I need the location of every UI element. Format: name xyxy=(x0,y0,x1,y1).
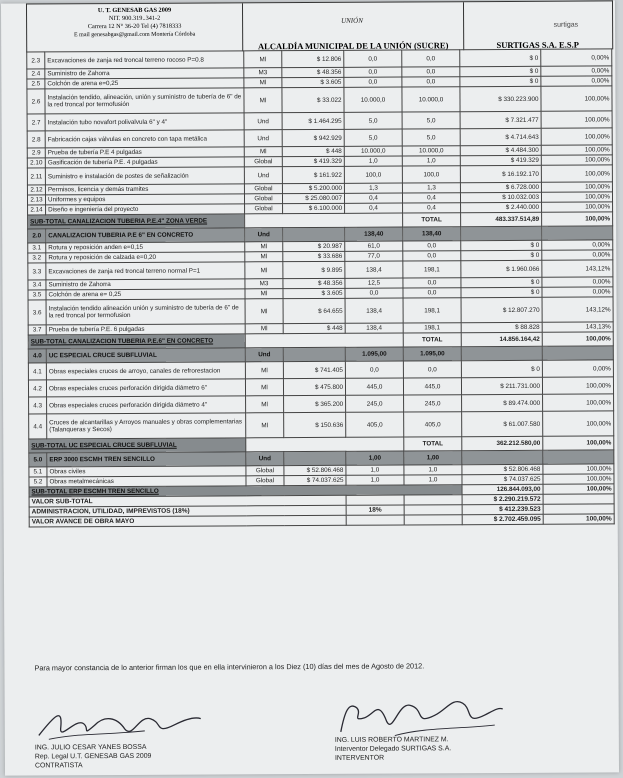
item-percent: 100,00% xyxy=(542,377,613,394)
item-quantity-contracted: 0,0 xyxy=(344,50,402,67)
subtotal-blank xyxy=(245,213,403,228)
alcaldia-header xyxy=(243,2,464,51)
item-description: Rotura y reposición anden e=0,15 xyxy=(46,242,245,253)
item-unit: Ml xyxy=(245,379,283,396)
section-blank xyxy=(543,450,614,464)
item-total: $ 2.440.000 xyxy=(461,202,542,212)
item-total: $ 330.223.900 xyxy=(460,86,541,111)
item-quantity-contracted: 0,0 xyxy=(345,288,403,298)
item-percent: 143,13% xyxy=(542,322,613,332)
item-unit: Global xyxy=(246,476,284,486)
item-quantity-executed: 245,0 xyxy=(404,395,462,412)
section-number: 4.0 xyxy=(28,349,46,363)
item-unit: Ml xyxy=(245,252,283,262)
item-percent: 143,12% xyxy=(542,297,613,322)
item-total: $ 0 xyxy=(461,240,542,250)
surtigas-logo: surtigas xyxy=(553,21,579,29)
item-quantity-contracted: 1,0 xyxy=(344,156,402,166)
subtotal-blank xyxy=(246,437,404,452)
subtotal-label: SUB-TOTAL CANALIZACION TUBERIA P.E.6" EN CONCRETO xyxy=(28,334,245,349)
interventor-role: Interventor Delegado SURTIGAS S.A. xyxy=(334,745,452,753)
item-number: 2.7 xyxy=(27,114,45,131)
item-description: Rotura y reposición de calzada e=0,20 xyxy=(46,252,245,263)
item-description: Obras especiales cruces perforación dirigida diámetro 6" xyxy=(46,379,245,397)
subtotal-value: 483.337.514,89 xyxy=(461,212,542,226)
item-quantity-contracted: 77,0 xyxy=(345,251,403,261)
item-number: 3.4 xyxy=(28,280,46,290)
interventor-title: INTERVENTOR xyxy=(334,754,385,762)
item-percent: 100,00% xyxy=(543,394,614,411)
budget-table xyxy=(26,48,614,527)
avance-value: $ 2.702.459.095 xyxy=(462,514,543,524)
section-title: UC ESPECIAL CRUCE SUBFLUVIAL xyxy=(46,348,245,363)
table-row xyxy=(28,297,613,325)
section-unit: Und xyxy=(245,348,283,362)
item-number: 2.5 xyxy=(27,79,45,89)
item-quantity-contracted: 10.000,0 xyxy=(344,146,402,156)
section-blank xyxy=(461,346,542,360)
company-name: U. T. GENESAB GAS 2009 xyxy=(97,6,172,15)
item-quantity-contracted: 1,3 xyxy=(344,183,402,193)
item-percent: 0,00% xyxy=(541,66,612,76)
item-total: $ 89.474.000 xyxy=(462,394,543,411)
item-quantity-contracted: 1,0 xyxy=(346,475,404,485)
item-total: $ 16.192.170 xyxy=(460,165,541,182)
item-unit: Ml xyxy=(244,51,282,68)
company-email: E mail genesabgas@gmail.com Montería Córdoba xyxy=(73,31,196,39)
item-percent: 0,00% xyxy=(541,76,612,86)
item-total: $ 4.484.300 xyxy=(460,145,541,155)
avance-label: VALOR AVANCE DE OBRA MAYO xyxy=(29,515,346,527)
item-unit: M3 xyxy=(244,68,282,78)
item-quantity-executed: 1,0 xyxy=(402,156,460,166)
alcaldia-title: ALCALDÍA MUNICIPAL DE LA UNIÓN (SUCRE) xyxy=(257,40,449,52)
item-percent: 100,00% xyxy=(541,182,612,192)
item-quantity-executed: 405,0 xyxy=(404,412,462,437)
item-quantity-contracted: 0,0 xyxy=(344,77,402,87)
item-number: 2.6 xyxy=(27,89,45,114)
item-total: $ 0 xyxy=(460,66,541,76)
subtotal-percent: 100,00% xyxy=(542,332,613,346)
closing-statement: Para mayor constancia de lo anterior firman los que en ella intervinieron a los Diez (10) días del mes de Agosto de 2012. xyxy=(34,661,425,673)
item-quantity-contracted: 0,0 xyxy=(344,67,402,77)
item-description: Excavaciones de zanja red troncal terreno normal P=1 xyxy=(46,262,245,280)
item-quantity-executed: 0,0 xyxy=(402,77,460,87)
avance-row xyxy=(29,514,614,527)
item-quantity-executed: 0,4 xyxy=(402,193,460,203)
item-unit: Ml xyxy=(245,324,283,334)
item-description: Colchón de arena e= 0,25 xyxy=(46,289,245,300)
item-quantity-executed: 445,0 xyxy=(403,378,461,395)
item-unit-value: $ 365.200 xyxy=(284,395,346,412)
item-total: $ 211.731.000 xyxy=(461,377,542,394)
item-quantity-executed: 1,3 xyxy=(402,183,460,193)
section-quantity-executed: 1,00 xyxy=(404,451,462,465)
contractor-signature xyxy=(35,705,205,746)
item-total: $ 419.329 xyxy=(460,155,541,165)
subtotal-label: SUB-TOTAL ERP ESCMH TREN SENCILLO xyxy=(29,485,462,497)
item-description: Fabricación cajas válvulas en concreto con tapa metálica xyxy=(45,130,244,148)
item-description: Cruces de alcantarillas y Arroyos manuales y obras complementarias (Talanqueras y Secos) xyxy=(47,413,246,439)
subtotal-blank xyxy=(245,333,403,348)
item-quantity-executed: 0,0 xyxy=(402,67,460,77)
item-total: $ 6.728.000 xyxy=(460,182,541,192)
item-percent: 0,00% xyxy=(542,277,613,287)
valor-subtotal-percent-cell xyxy=(346,495,404,505)
section-unit: Und xyxy=(246,452,284,466)
interventor-signature-block xyxy=(335,735,451,763)
section-number: 2.0 xyxy=(28,229,46,243)
item-total: $ 0 xyxy=(461,250,542,260)
item-quantity-executed: 0,4 xyxy=(403,203,461,213)
subtotal-label: SUB-TOTAL UC ESPECIAL CRUCE SUBFLUVIAL xyxy=(29,438,246,453)
item-unit-value: $ 448 xyxy=(283,323,345,333)
item-unit: Ml xyxy=(245,262,283,279)
item-quantity-executed: 0,0 xyxy=(403,288,461,298)
contractor-title: CONTRATISTA xyxy=(34,762,83,770)
item-number: 5.2 xyxy=(29,477,47,487)
item-unit-value: $ 33.686 xyxy=(283,251,345,261)
item-percent: 100,00% xyxy=(541,155,612,165)
item-unit: M3 xyxy=(245,279,283,289)
item-number: 5.1 xyxy=(29,467,47,477)
item-description: Obras metalmecánicas xyxy=(47,476,246,487)
subtotal-value: 14.856.164,42 xyxy=(461,332,542,346)
section-quantity-contracted: 1,00 xyxy=(346,451,404,465)
subtotal-total-label: TOTAL xyxy=(404,437,462,451)
section-quantity-contracted: 138,40 xyxy=(345,227,403,241)
item-total: $ 0 xyxy=(461,360,542,377)
item-quantity-contracted: 100,0 xyxy=(344,166,402,183)
item-quantity-executed: 100,0 xyxy=(402,166,460,183)
item-quantity-contracted: 5,0 xyxy=(344,129,402,146)
valor-subtotal-blank xyxy=(404,495,462,505)
item-unit: Und xyxy=(244,167,282,184)
item-unit-value: $ 3.605 xyxy=(283,288,345,298)
item-description: Colchón de arena e=0,25 xyxy=(45,78,244,89)
section-quantity-contracted: 1.095,00 xyxy=(345,347,403,361)
document-header xyxy=(26,0,613,52)
item-number: 4.2 xyxy=(28,380,46,397)
item-unit-value: $ 20.987 xyxy=(283,241,345,251)
item-unit-value: $ 3.605 xyxy=(282,77,344,87)
item-percent: 100,00% xyxy=(541,86,612,111)
item-quantity-executed: 1,0 xyxy=(404,465,462,475)
item-number: 3.5 xyxy=(28,290,46,300)
item-description: Obras especiales cruces perforación dirigida diámetro 4" xyxy=(47,396,246,414)
item-number: 3.1 xyxy=(28,243,46,253)
item-quantity-executed: 0,0 xyxy=(403,361,461,378)
item-unit-value: $ 74.037.625 xyxy=(284,475,346,485)
item-unit: Global xyxy=(244,157,282,167)
valor-subtotal-value: $ 2.290.219.572 xyxy=(462,494,543,504)
item-percent: 100,00% xyxy=(543,464,614,474)
item-total: $ 52.806.468 xyxy=(462,464,543,474)
contractor-signature-block xyxy=(35,743,152,771)
item-number: 2.12 xyxy=(27,185,45,195)
item-total: $ 4.714.643 xyxy=(460,128,541,145)
item-total: $ 12.807.270 xyxy=(461,297,542,322)
section-blank xyxy=(542,226,613,240)
section-title: CANALIZACION TUBERIA P.E 6" EN CONCRETO xyxy=(46,228,245,243)
item-quantity-contracted: 138,4 xyxy=(345,298,403,323)
item-unit: Ml xyxy=(245,242,283,252)
valor-subtotal-label: VALOR SUB-TOTAL xyxy=(29,495,346,507)
subtotal-value: 362.212.580,00 xyxy=(462,436,543,450)
section-blank xyxy=(284,451,346,465)
item-percent: 0,00% xyxy=(542,240,613,250)
section-quantity-executed: 1.095,00 xyxy=(403,347,461,361)
item-unit-value: $ 741.405 xyxy=(283,361,345,378)
avance-percent: 100,00% xyxy=(543,514,614,524)
item-number: 4.4 xyxy=(29,414,47,439)
item-description: Uniformes y equipos xyxy=(45,194,244,205)
item-unit-value: $ 5.200.000 xyxy=(282,183,344,193)
item-description: Instalación tendido, alineación, unión y suministro de tubería de 6" de la red troncal por termofusión xyxy=(45,88,244,114)
item-quantity-contracted: 138,4 xyxy=(345,323,403,333)
item-unit-value: $ 64.655 xyxy=(283,298,345,323)
section-title: ERP 3000 ESCMH TREN SENCILLO xyxy=(47,452,246,467)
item-quantity-contracted: 1,0 xyxy=(346,465,404,475)
subtotal-value: 126.844.093,00 xyxy=(462,484,543,494)
item-percent: 0,00% xyxy=(542,250,613,260)
item-percent: 100,00% xyxy=(541,145,612,155)
section-number: 5.0 xyxy=(29,453,47,467)
interventor-signature xyxy=(335,691,505,742)
subtotal-percent: 100,00% xyxy=(542,212,613,226)
item-unit-value: $ 9.895 xyxy=(283,261,345,278)
item-unit: Global xyxy=(246,466,284,476)
item-unit-value: $ 33.022 xyxy=(282,87,344,112)
item-quantity-executed: 0,0 xyxy=(402,50,460,67)
subtotal-percent: 100,00% xyxy=(543,484,614,494)
item-quantity-contracted: 61,0 xyxy=(345,241,403,251)
item-quantity-executed: 198,1 xyxy=(403,261,461,278)
item-total: $ 0 xyxy=(460,49,541,66)
subtotal-total-label: TOTAL xyxy=(403,213,461,227)
item-quantity-executed: 198,1 xyxy=(403,323,461,333)
item-description: Instalación tendido alineación unión y suministro de tubería de 6" de la red troncal por termofusion xyxy=(46,299,245,325)
item-number: 3.7 xyxy=(28,325,46,335)
subtotal-label: SUB-TOTAL CANALIZACION TUBERIA P.E.4" ZONA VERDE xyxy=(28,214,245,229)
item-description: Obras especiales cruces de arroyo, canales de refrorestacion xyxy=(46,362,245,380)
item-unit: Ml xyxy=(244,147,282,157)
item-quantity-contracted: 245,0 xyxy=(346,395,404,412)
item-number: 2.14 xyxy=(28,205,46,215)
item-percent: 143,12% xyxy=(542,260,613,277)
item-quantity-contracted: 138,4 xyxy=(345,261,403,278)
item-quantity-executed: 1,0 xyxy=(404,475,462,485)
item-description: Diseño e ingeniería del proyecto xyxy=(46,204,245,215)
item-unit-value: $ 6.100.000 xyxy=(283,203,345,213)
item-number: 2.11 xyxy=(27,168,45,185)
item-total: $ 10.032.003 xyxy=(460,192,541,202)
item-quantity-executed: 0,0 xyxy=(403,278,461,288)
item-number: 4.1 xyxy=(28,363,46,380)
item-description: Gasificación de tubería P.E. 4 pulgadas xyxy=(45,157,244,168)
contractor-name: ING. JULIO CESAR YANES BOSSA xyxy=(34,743,147,752)
item-quantity-executed: 0,0 xyxy=(403,251,461,261)
item-description: Instalación tubo novafort polivalvula 6" y 4" xyxy=(45,113,244,131)
section-quantity-executed: 138,40 xyxy=(403,227,461,241)
item-total: $ 61.007.580 xyxy=(462,411,543,436)
item-quantity-executed: 5,0 xyxy=(402,129,460,146)
item-unit: Ml xyxy=(244,78,282,88)
item-unit: Ml xyxy=(244,88,282,113)
company-header xyxy=(27,3,243,52)
item-unit-value: $ 150.636 xyxy=(284,412,346,437)
section-blank xyxy=(283,227,345,241)
item-description: Prueba de tubería P.E. 6 pulgadas xyxy=(46,324,245,335)
item-description: Suministro de Zahorra xyxy=(46,279,245,290)
item-unit-value: $ 48.356 xyxy=(282,67,344,77)
item-quantity-executed: 5,0 xyxy=(402,112,460,129)
alcaldia-logo: UNIÓN xyxy=(341,16,363,25)
item-total: $ 74.037.625 xyxy=(462,474,543,484)
item-total: $ 88.828 xyxy=(461,322,542,332)
item-unit-value: $ 48.356 xyxy=(283,278,345,288)
item-number: 3.3 xyxy=(28,263,46,280)
avance-percent-cell xyxy=(346,515,404,525)
avance-blank xyxy=(404,515,462,525)
item-percent: 100,00% xyxy=(541,111,612,128)
item-unit-value: $ 475.800 xyxy=(283,378,345,395)
item-description: Suministro e instalación de postes de señalización xyxy=(45,167,244,185)
item-unit-value: $ 25.080.007 xyxy=(282,193,344,203)
item-number: 3.2 xyxy=(28,253,46,263)
item-unit: Ml xyxy=(245,289,283,299)
item-quantity-executed: 10.000,0 xyxy=(402,146,460,156)
item-percent: 100,00% xyxy=(543,474,614,484)
item-percent: 100,00% xyxy=(542,202,613,212)
aui-label: ADMINISTRACION, UTILIDAD, IMPREVISTOS (18%) xyxy=(29,505,346,517)
item-number: 2.8 xyxy=(27,131,45,148)
section-blank xyxy=(461,226,542,240)
item-unit-value: $ 1.464.295 xyxy=(282,112,344,129)
item-quantity-contracted: 0,0 xyxy=(345,361,403,378)
item-percent: 100,00% xyxy=(541,165,612,182)
contractor-role: Rep. Legal U.T. GENESAB GAS 2009 xyxy=(34,752,152,761)
aui-percent-cell: 18% xyxy=(346,505,404,515)
item-unit-value: $ 419.329 xyxy=(282,156,344,166)
item-total: $ 1.960.066 xyxy=(461,260,542,277)
item-quantity-contracted: 0,4 xyxy=(345,203,403,213)
surtigas-header xyxy=(463,1,612,50)
item-unit-value: $ 448 xyxy=(282,146,344,156)
item-quantity-contracted: 445,0 xyxy=(345,378,403,395)
item-unit: Global xyxy=(244,184,282,194)
item-quantity-contracted: 0,4 xyxy=(344,193,402,203)
item-number: 2.10 xyxy=(27,158,45,168)
section-blank xyxy=(283,347,345,361)
section-blank xyxy=(462,450,543,464)
table-row xyxy=(29,411,614,439)
item-percent: 0,00% xyxy=(541,49,612,66)
aui-percent xyxy=(543,504,614,514)
item-total: $ 0 xyxy=(461,287,542,297)
item-number: 2.3 xyxy=(27,52,45,69)
item-quantity-executed: 0,0 xyxy=(403,241,461,251)
item-number: 3.6 xyxy=(28,300,46,325)
item-unit: Global xyxy=(244,194,282,204)
item-number: 4.3 xyxy=(29,397,47,414)
item-unit: Ml xyxy=(245,299,283,324)
item-unit-value: $ 12.806 xyxy=(282,50,344,67)
company-nit: NIT. 900.319..341-2 xyxy=(108,14,161,23)
aui-blank xyxy=(404,505,462,515)
item-description: Suministro de Zahorra xyxy=(45,68,244,79)
item-quantity-contracted: 405,0 xyxy=(346,412,404,437)
item-total: $ 0 xyxy=(461,277,542,287)
item-unit: Ml xyxy=(245,362,283,379)
item-unit: Ml xyxy=(246,396,284,413)
item-percent: 100,00% xyxy=(541,192,612,202)
item-percent: 100,00% xyxy=(541,128,612,145)
item-number: 2.4 xyxy=(27,69,45,79)
item-total: $ 7.321.477 xyxy=(460,111,541,128)
item-quantity-contracted: 12,5 xyxy=(345,278,403,288)
item-percent: 0,00% xyxy=(542,287,613,297)
aui-value: $ 412.239.523 xyxy=(462,504,543,514)
item-unit: Ml xyxy=(246,413,284,438)
document-page xyxy=(1,0,619,775)
item-unit: Global xyxy=(245,204,283,214)
subtotal-percent: 100,00% xyxy=(543,436,614,450)
item-percent: 100,00% xyxy=(543,411,614,436)
item-quantity-executed: 198,1 xyxy=(403,298,461,323)
item-quantity-executed: 10.000,0 xyxy=(402,87,460,112)
item-unit-value: $ 161.922 xyxy=(282,166,344,183)
item-quantity-contracted: 10.000,0 xyxy=(344,87,402,112)
item-number: 2.13 xyxy=(27,195,45,205)
table-row xyxy=(27,86,612,114)
item-percent: 0,00% xyxy=(542,360,613,377)
surtigas-title: SURTIGAS S.A. E.S.P xyxy=(496,39,579,51)
item-number: 2.9 xyxy=(27,148,45,158)
item-quantity-contracted: 5,0 xyxy=(344,112,402,129)
item-description: Obras civiles xyxy=(47,466,246,477)
company-address: Carrera 12 N° 36-20 Tel (4) 7818333 xyxy=(87,22,182,31)
item-total: $ 0 xyxy=(460,76,541,86)
valor-subtotal-percent xyxy=(543,494,614,504)
subtotal-total-label: TOTAL xyxy=(403,333,461,347)
item-unit: Und xyxy=(244,113,282,130)
item-unit-value: $ 52.806.468 xyxy=(284,465,346,475)
section-unit: Und xyxy=(245,228,283,242)
item-description: Permisos, licencia y demás tramites xyxy=(45,184,244,195)
item-unit-value: $ 942.929 xyxy=(282,129,344,146)
interventor-name: ING. LUIS ROBERTO MARTINEZ M. xyxy=(334,736,449,744)
section-blank xyxy=(542,346,613,360)
item-description: Excavaciones de zanja red troncal terreno rocoso P=0.8 xyxy=(45,51,244,69)
item-description: Prueba de tubería P.E 4 pulgadas xyxy=(45,147,244,158)
item-unit: Und xyxy=(244,130,282,147)
